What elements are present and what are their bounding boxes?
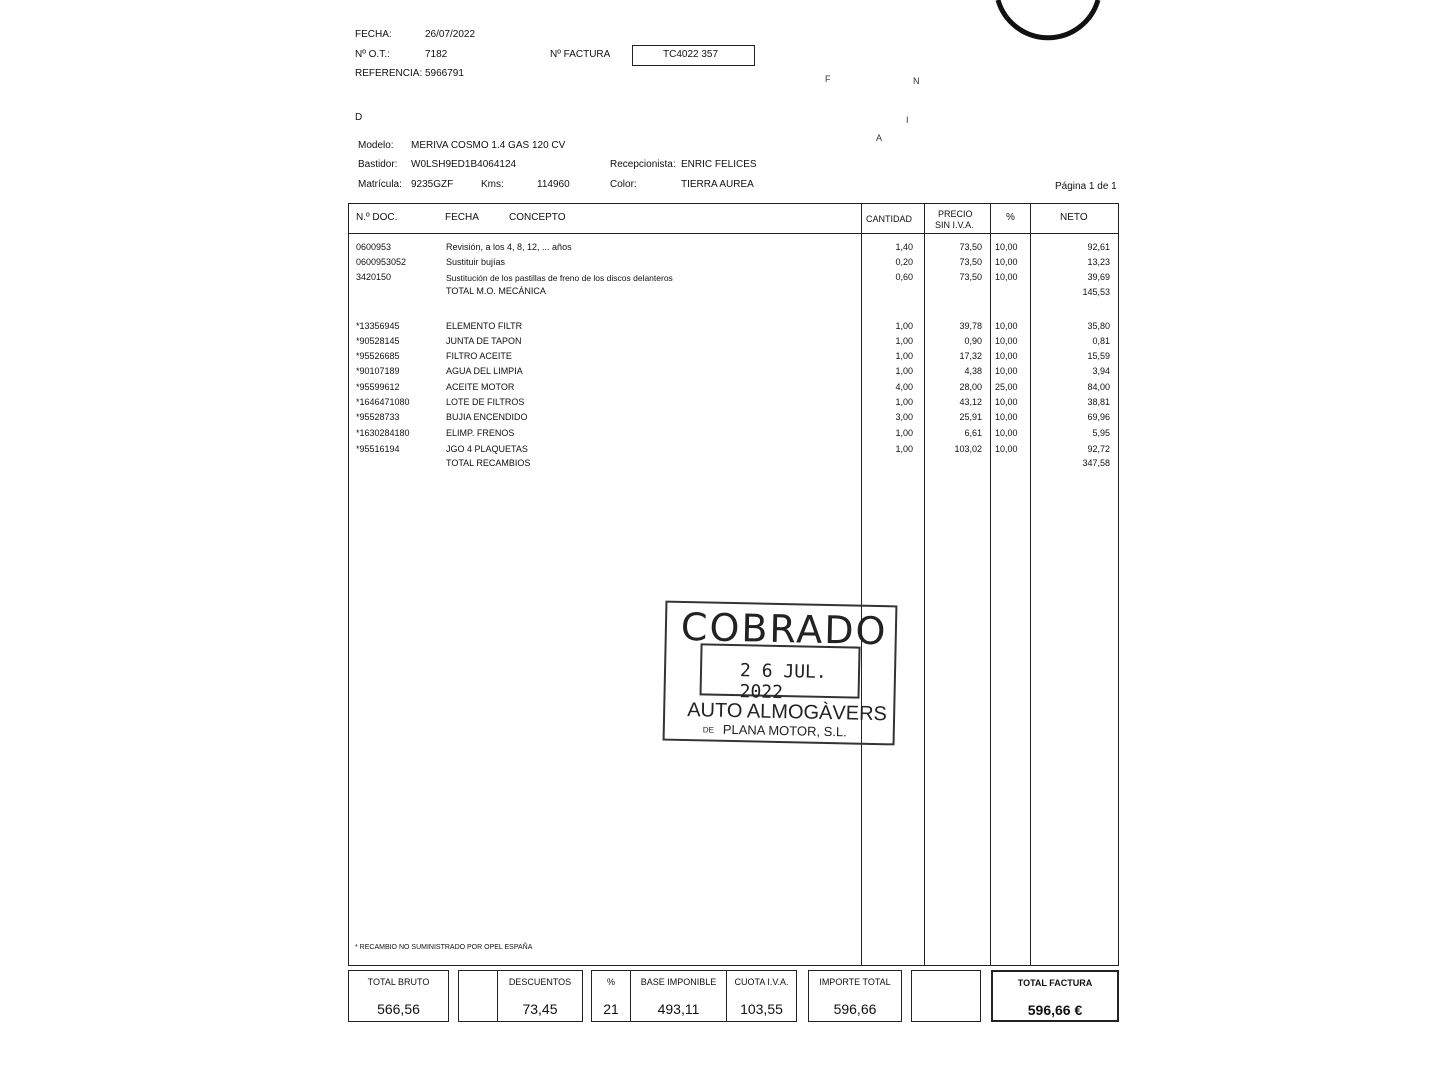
row-precio: 73,50	[959, 272, 982, 282]
labour-total-value: 145,53	[1082, 287, 1110, 297]
col-precio: PRECIO	[938, 209, 973, 219]
kms-label: Kms:	[481, 179, 504, 190]
row-concepto: Sustituir bujías	[446, 257, 506, 267]
row-doc: *90528145	[356, 336, 400, 346]
modelo-value: MERIVA COSMO 1.4 GAS 120 CV	[411, 140, 566, 151]
column-divider	[990, 203, 991, 966]
footnote: * RECAMBIO NO SUMINISTRADO POR OPEL ESPAÑA	[355, 944, 533, 951]
col-ndoc: N.º DOC.	[356, 212, 398, 223]
row-neto: 13,23	[1087, 257, 1110, 267]
row-precio: 39,78	[959, 321, 982, 331]
referencia-value: 5966791	[425, 68, 464, 79]
row-precio: 6,61	[964, 428, 982, 438]
col-pct: %	[1006, 212, 1015, 223]
total-bruto-value: 566,56	[377, 1001, 420, 1017]
row-doc: 0600953052	[356, 257, 407, 267]
row-concepto: FILTRO ACEITE	[446, 351, 512, 361]
redacted-fragment: N	[913, 76, 920, 86]
bastidor-value: W0LSH9ED1B4064124	[411, 159, 517, 170]
logo-circle-icon	[990, 0, 1110, 45]
empty-cell	[911, 970, 981, 1022]
row-precio: 43,12	[959, 397, 982, 407]
recepcionista-label: Recepcionista:	[610, 159, 676, 170]
row-doc: *13356945	[356, 321, 400, 331]
col-precio-sub: SIN I.V.A.	[935, 220, 974, 230]
row-pct: 25,00	[995, 382, 1018, 392]
row-neto: 35,80	[1087, 321, 1110, 331]
row-doc: 0600953	[356, 242, 392, 252]
fecha-value: 26/07/2022	[425, 29, 476, 40]
row-cantidad: 1,00	[895, 428, 913, 438]
row-neto: 92,72	[1087, 444, 1110, 454]
row-doc: *1646471080	[356, 397, 410, 407]
row-pct: 10,00	[995, 397, 1018, 407]
descuentos-cell	[497, 970, 583, 1022]
row-neto: 3,94	[1092, 366, 1110, 376]
row-pct: 10,00	[995, 321, 1018, 331]
row-pct: 10,00	[995, 272, 1018, 282]
col-fecha: FECHA	[445, 212, 479, 223]
modelo-label: Modelo:	[358, 140, 394, 151]
total-factura-value: 596,66 €	[1027, 1002, 1083, 1018]
color-label: Color:	[610, 179, 637, 190]
row-doc: 3420150	[356, 272, 392, 282]
importe-total-label: IMPORTE TOTAL	[819, 977, 891, 987]
row-doc: *95599612	[356, 382, 400, 392]
row-doc: *90107189	[356, 366, 400, 376]
column-divider	[1030, 203, 1031, 966]
base-imponible-label: BASE IMPONIBLE	[640, 977, 717, 987]
stamp-title: COBRADO	[680, 604, 888, 654]
row-doc: *95526685	[356, 351, 400, 361]
col-concepto: CONCEPTO	[509, 212, 566, 223]
stamp-de: DE	[702, 725, 715, 735]
row-neto: 38,81	[1087, 397, 1110, 407]
descuentos-value: 73,45	[522, 1001, 558, 1017]
importe-total-value: 596,66	[833, 1001, 877, 1017]
row-pct: 10,00	[995, 336, 1018, 346]
row-pct: 10,00	[995, 366, 1018, 376]
row-precio: 73,50	[959, 242, 982, 252]
cuota-iva-cell	[726, 970, 797, 1022]
row-pct: 10,00	[995, 412, 1018, 422]
cuota-iva-value: 103,55	[740, 1001, 783, 1017]
iva-pct-value: 21	[603, 1001, 619, 1017]
column-divider	[924, 203, 925, 966]
redacted-fragment: A	[876, 133, 883, 143]
descuentos-label: DESCUENTOS	[508, 977, 572, 987]
page-indicator: Página 1 de 1	[1055, 181, 1117, 192]
factura-number: TC4022 357	[663, 49, 719, 60]
cuota-iva-label: CUOTA I.V.A.	[734, 977, 789, 987]
row-neto: 69,96	[1087, 412, 1110, 422]
row-precio: 103,02	[954, 444, 982, 454]
factura-box	[632, 45, 755, 66]
row-cantidad: 4,00	[895, 382, 913, 392]
row-cantidad: 0,20	[895, 257, 913, 267]
row-doc: *1630284180	[356, 428, 410, 438]
column-divider	[861, 203, 862, 966]
stamp-date-box	[700, 643, 861, 704]
referencia-label: REFERENCIA:	[355, 68, 423, 79]
row-precio: 73,50	[959, 257, 982, 267]
row-precio: 28,00	[959, 382, 982, 392]
row-doc: *95528733	[356, 412, 400, 422]
color-value: TIERRA AUREA	[681, 179, 754, 190]
row-precio: 0,90	[964, 336, 982, 346]
row-precio: 25,91	[959, 412, 982, 422]
row-cantidad: 1,00	[895, 366, 913, 376]
row-concepto: LOTE DE FILTROS	[446, 397, 525, 407]
parts-total-label: TOTAL RECAMBIOS	[446, 458, 531, 468]
row-doc: *95516194	[356, 444, 400, 454]
row-pct: 10,00	[995, 257, 1018, 267]
matricula-label: Matrícula:	[358, 179, 402, 190]
row-concepto: Revisión, a los 4, 8, 12, ... años	[446, 242, 572, 252]
row-pct: 10,00	[995, 428, 1018, 438]
matricula-value: 9235GZF	[411, 179, 454, 190]
row-concepto: ELIMP. FRENOS	[446, 428, 515, 438]
recepcionista-value: ENRIC FELICES	[681, 159, 757, 170]
iva-pct-cell	[591, 970, 631, 1022]
labour-total-label: TOTAL M.O. MECÁNICA	[446, 286, 546, 296]
factura-label: Nº FACTURA	[550, 49, 611, 60]
col-cantidad: CANTIDAD	[866, 214, 913, 224]
row-concepto: Sustitución de los pastillas de freno de los discos delanteros	[446, 273, 673, 283]
row-neto: 0,81	[1092, 336, 1110, 346]
row-precio: 17,32	[959, 351, 982, 361]
row-pct: 10,00	[995, 444, 1018, 454]
row-pct: 10,00	[995, 351, 1018, 361]
iva-pct-label: %	[606, 977, 615, 987]
ot-label: Nº O.T.:	[355, 49, 390, 60]
total-bruto-cell	[348, 970, 449, 1022]
fecha-label: FECHA:	[355, 29, 392, 40]
importe-total-cell	[808, 970, 902, 1022]
d-label: D	[355, 112, 363, 123]
row-cantidad: 0,60	[895, 272, 913, 282]
total-factura-cell	[991, 970, 1119, 1022]
paid-stamp	[663, 601, 898, 746]
redacted-fragment: I	[906, 115, 909, 125]
bastidor-label: Bastidor:	[358, 159, 398, 170]
row-neto: 39,69	[1087, 272, 1110, 282]
row-neto: 92,61	[1087, 242, 1110, 252]
row-concepto: ELEMENTO FILTR	[446, 321, 523, 331]
stamp-company: AUTO ALMOGÀVERS	[686, 699, 888, 726]
base-imponible-cell	[630, 970, 727, 1022]
row-pct: 10,00	[995, 242, 1018, 252]
row-concepto: JGO 4 PLAQUETAS	[446, 444, 528, 454]
lines-table	[348, 203, 1119, 966]
row-concepto: AGUA DEL LIMPIA	[446, 366, 523, 376]
row-cantidad: 3,00	[895, 412, 913, 422]
redacted-fragment: F	[825, 74, 831, 84]
row-cantidad: 1,00	[895, 351, 913, 361]
row-cantidad: 1,00	[895, 444, 913, 454]
ot-value: 7182	[425, 49, 448, 60]
total-factura-label: TOTAL FACTURA	[1017, 978, 1093, 988]
col-neto: NETO	[1060, 212, 1088, 223]
stamp-company-legal: PLANA MOTOR, S.L.	[722, 721, 847, 740]
parts-total-value: 347,58	[1082, 458, 1110, 468]
row-neto: 5,95	[1092, 428, 1110, 438]
row-neto: 84,00	[1087, 382, 1110, 392]
total-bruto-label: TOTAL BRUTO	[367, 977, 430, 987]
empty-cell	[458, 970, 498, 1022]
base-imponible-value: 493,11	[657, 1001, 700, 1017]
row-cantidad: 1,40	[895, 242, 913, 252]
stamp-date: 2 6 JUL. 2022	[739, 660, 827, 704]
row-cantidad: 1,00	[895, 397, 913, 407]
row-concepto: ACEITE MOTOR	[446, 382, 515, 392]
table-header-divider	[348, 233, 1119, 234]
row-concepto: JUNTA DE TAPON	[446, 336, 522, 346]
kms-value: 114960	[537, 179, 570, 190]
row-neto: 15,59	[1087, 351, 1110, 361]
row-cantidad: 1,00	[895, 321, 913, 331]
row-cantidad: 1,00	[895, 336, 913, 346]
row-precio: 4,38	[964, 366, 982, 376]
row-concepto: BUJIA ENCENDIDO	[446, 412, 528, 422]
